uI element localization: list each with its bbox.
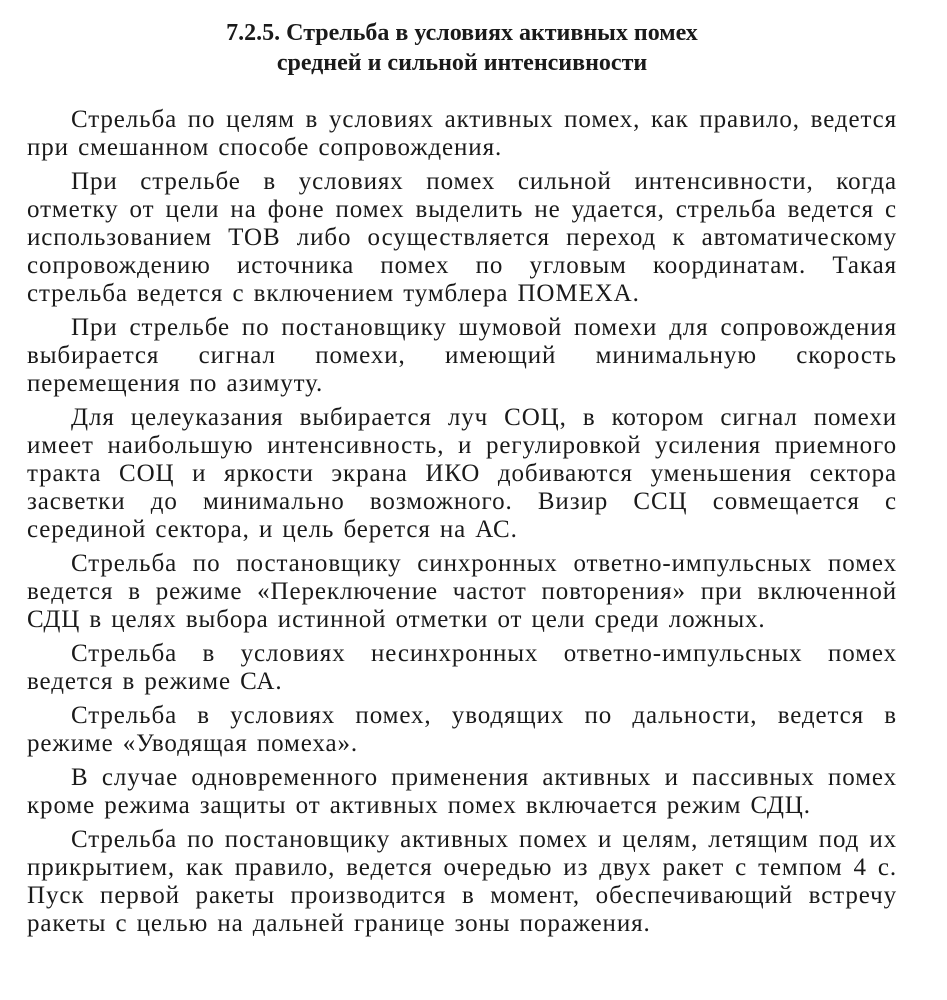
paragraph-asynchronous-jamming: Стрельба в условиях несинхронных ответно-импульсных помех ведется в режиме СА. [27,640,897,695]
section-heading-line-2: средней и сильной интенсивности [276,50,648,76]
section-heading [27,18,897,78]
paragraph-salvo-firing: Стрельба по постановщику активных помех и целям, летящим под их прикрытием, как правило, ведется очередью из двух ракет с темпом 4 с. Пуск первой ракеты производится в момент, обеспечивающий встречу ракеты с целью на дальней границе зоны поражения. [27,826,897,937]
document-page [27,18,897,944]
paragraph-strong-jamming: При стрельбе в условиях помех сильной интенсивности, когда отметку от цели на фоне помех выделить не удается, стрельба ведется с использованием ТОВ либо осуществляется переход к автоматическому сопровождению источника помех по угловым координатам. Такая стрельба ведется с включением тумблера ПОМЕХА. [27,168,897,307]
paragraph-synchronous-jamming: Стрельба по постановщику синхронных ответно-импульсных помех ведется в режиме «Переключение частот повторения» при включенной СДЦ в целях выбора истинной отметки от цели среди ложных. [27,550,897,633]
paragraph-range-gate-pull-off: Стрельба в условиях помех, уводящих по дальности, ведется в режиме «Уводящая помеха». [27,702,897,757]
paragraph-noise-jammer: При стрельбе по постановщику шумовой помехи для сопровождения выбирается сигнал помехи, имеющий минимальную скорость перемещения по азимуту. [27,314,897,397]
paragraph-target-designation: Для целеуказания выбирается луч СОЦ, в котором сигнал помехи имеет наибольшую интенсивность, и регулировкой усиления приемного тракта СОЦ и яркости экрана ИКО добиваются уменьшения сектора засветки до минимально возможного. Визир ССЦ совмещается с серединой сектора, и цель берется на АС. [27,404,897,543]
paragraph-combined-jamming: В случае одновременного применения активных и пассивных помех кроме режима защиты от активных помех включается режим СДЦ. [27,764,897,819]
section-heading-line-1: 7.2.5. Стрельба в условиях активных помех [226,20,698,46]
paragraph-mixed-tracking: Стрельба по целям в условиях активных помех, как правило, ведется при смешанном способе сопровождения. [27,106,897,161]
